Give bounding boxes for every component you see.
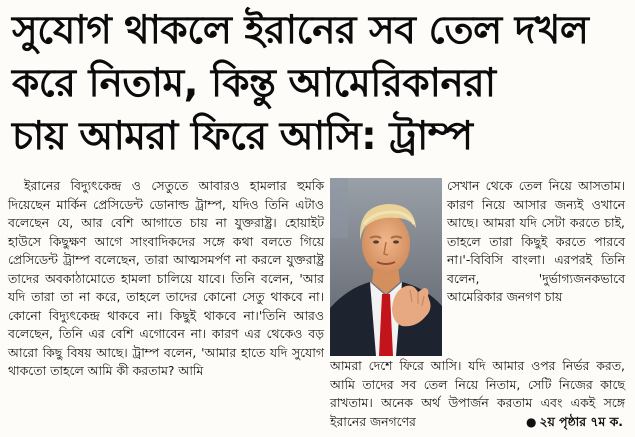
headline-line-3: চায় আমরা ফিরে আসি: ট্রাম্প (12, 114, 473, 159)
article-right-text: সেখান থেকে তেল নিয়ে আসতাম। কারণ নিয়ে আসার জন্যই ওখানে আছে। আমরা যদি সেটা করতে চাই, তাহলে তারা কিছুই করতে পারবে না।'-বিবিসি বাংলা। এরপরই তিনি বলেন, 'দুর্ভাগ্যজনকভাবে আমেরিকার জনগণ চায় (447, 178, 625, 304)
continued-text: ২য় পৃষ্ঠার ৭ম ক. (539, 414, 623, 429)
portrait-image (330, 178, 442, 356)
article-bottom-text: আমরা দেশে ফিরে আসি। যদি আমার ওপর নির্ভর করত, আমি তাদের সব তেল নিয়ে নিতাম, সেটি নিজের কাছে রাখতাম। অনেক অর্থ উপার্জন করতাম এবং একই সঙ্গে ইরানের জনগণের (330, 358, 625, 429)
article-left-column (8, 177, 324, 381)
portrait-photo (330, 178, 442, 356)
continued-note (526, 414, 623, 434)
article-right-column (447, 177, 625, 307)
headline-line-2: করে নিতাম, কিন্তু আমেরিকানরা (12, 61, 496, 106)
article-left-text: ইরানের বিদ্যুৎকেন্দ্র ও সেতুতে আবারও হামলার হুমকি দিয়েছেন মার্কিন প্রেসিডেন্ট ডোনাল্ড ট্রাম্প, যদিও তিনি এটাও বলেছেন যে, আর বেশি আগাতে চায় না যুক্তরাষ্ট্র। হোয়াইট হাউসে কিছুক্ষণ আগে সাংবাদিকদের সঙ্গে কথা বলতে গিয়ে প্রেসিডেন্ট ট্রাম্প বলেছেন, তারা আত্মসমর্পণ না করলে যুক্তরাষ্ট্র তাদের অবকাঠামোতে হামলা চালিয়ে যাবে। তিনি বলেন, 'আর যদি তারা তা না করে, তাহলে তাদের কোনো সেতু থাকবে না। কোনো বিদ্যুৎকেন্দ্র থাকবে না। কিছুই থাকবে না।'তিনি আরও বলেছেন, তিনি এর বেশি এগোবেন না। কারণ এর থেকেও বড় আরো কিছু বিষয় আছে। ট্রাম্প বলেন, 'আমার হাতে যদি সুযোগ থাকতো তাহলে আমি কী করতাম? আমি (8, 178, 324, 378)
headline (12, 4, 624, 163)
headline-line-1: সুযোগ থাকলে ইরানের সব তেল দখল (12, 8, 589, 53)
bullet-icon: ● (526, 415, 537, 429)
